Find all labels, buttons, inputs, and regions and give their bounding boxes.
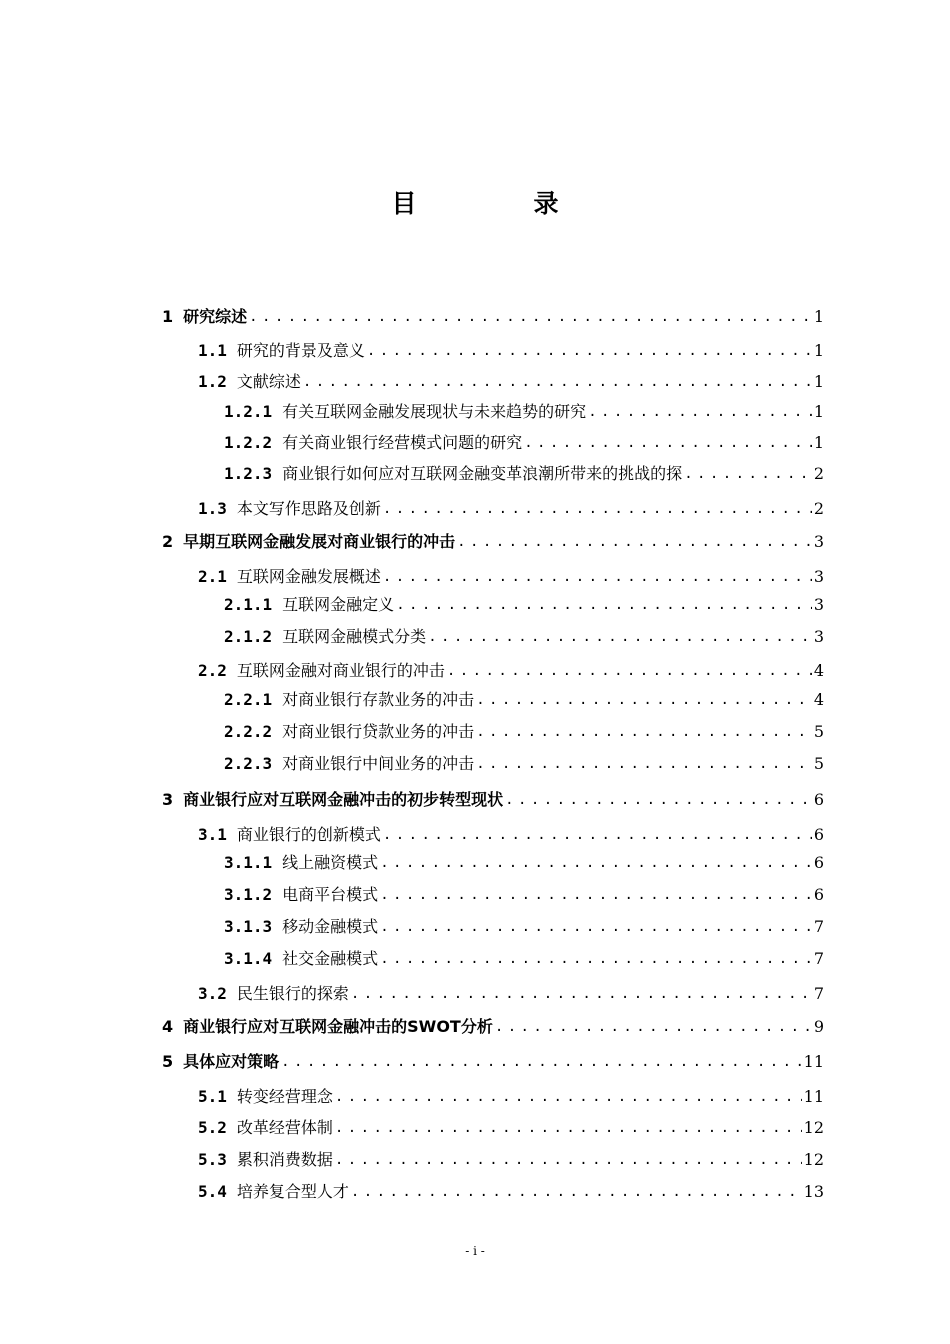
- toc-dot-leader: [495, 1016, 812, 1038]
- toc-dot-leader: [367, 340, 812, 362]
- toc-entry-number: 5.2: [198, 1118, 227, 1137]
- toc-dot-leader: [505, 789, 812, 811]
- toc-dot-leader: [428, 626, 812, 648]
- toc-entry[interactable]: [198, 1149, 824, 1171]
- toc-entry-title: 互联网金融定义: [282, 595, 395, 614]
- toc-entry-number: 1.2.1: [224, 402, 273, 421]
- toc-entry-number: 2.2.1: [224, 690, 273, 709]
- toc-entry-title: 商业银行的创新模式: [236, 825, 381, 844]
- toc-entry-number: 5: [162, 1052, 174, 1071]
- toc-entry-number: 1.1: [198, 341, 227, 360]
- toc-dot-leader: [476, 721, 812, 743]
- toc-entry-page: 3: [813, 627, 824, 646]
- toc-entry-number: 2.1: [198, 567, 227, 586]
- toc-entry-number: 1.2.3: [224, 464, 273, 483]
- toc-entry-title: 民生银行的探索: [236, 984, 349, 1003]
- toc-entry-page: 9: [813, 1017, 824, 1036]
- toc-entry-title: 对商业银行中间业务的冲击: [282, 754, 475, 773]
- toc-entry-page: 7: [813, 949, 824, 968]
- toc-entry-number: 3: [162, 790, 174, 809]
- toc-dot-leader: [447, 660, 812, 682]
- toc-entry-page: 11: [803, 1087, 824, 1106]
- toc-entry-title: 社交金融模式: [282, 949, 379, 968]
- toc-title: 目 录: [391, 189, 605, 218]
- toc-dot-leader: [476, 689, 812, 711]
- toc-entry-number: 1: [162, 307, 174, 326]
- toc-entry-page: 1: [813, 433, 824, 452]
- toc-entry-number: 2.1.2: [224, 627, 273, 646]
- toc-entry[interactable]: [198, 660, 824, 682]
- toc-entry-title: 商业银行应对互联网金融冲击的SWOT分析: [183, 1017, 493, 1036]
- toc-entry-number: 3.1.4: [224, 949, 273, 968]
- toc-entry-number: 3.1.2: [224, 885, 273, 904]
- toc-entry-page: 7: [813, 917, 824, 936]
- toc-entry[interactable]: [224, 852, 824, 874]
- toc-dot-leader: [476, 753, 812, 775]
- toc-dot-leader: [383, 498, 812, 520]
- toc-entry-page: 5: [813, 754, 824, 773]
- toc-dot-leader: [684, 463, 812, 485]
- toc-dot-leader: [383, 824, 812, 846]
- toc-entry-number: 5.1: [198, 1087, 227, 1106]
- toc-entry-title: 互联网金融对商业银行的冲击: [236, 661, 445, 680]
- page-number-footer: - i -: [465, 1244, 485, 1258]
- toc-entry-number: 3.1: [198, 825, 227, 844]
- toc-entry-page: 6: [813, 853, 824, 872]
- toc-dot-leader: [380, 852, 812, 874]
- toc-entry-page: 7: [813, 984, 824, 1003]
- toc-entry-number: 5.4: [198, 1182, 227, 1201]
- toc-entry[interactable]: [224, 432, 824, 454]
- toc-entry-title: 商业银行应对互联网金融冲击的初步转型现状: [183, 790, 504, 809]
- toc-entry[interactable]: [224, 721, 824, 743]
- toc-entry-title: 对商业银行贷款业务的冲击: [282, 722, 475, 741]
- toc-entry-page: 2: [813, 499, 824, 518]
- toc-dot-leader: [281, 1051, 801, 1073]
- toc-entry-title: 互联网金融模式分类: [282, 627, 427, 646]
- toc-dot-leader: [351, 1181, 802, 1203]
- toc-entry[interactable]: [224, 401, 824, 423]
- toc-entry-page: 13: [803, 1182, 824, 1201]
- toc-entry[interactable]: [198, 340, 824, 362]
- toc-entry[interactable]: [224, 463, 824, 485]
- toc-entry-page: 1: [813, 341, 824, 360]
- toc-dot-leader: [380, 916, 812, 938]
- toc-entry[interactable]: [224, 948, 824, 970]
- toc-entry-title: 有关商业银行经营模式问题的研究: [282, 433, 523, 452]
- toc-entry-number: 5.3: [198, 1150, 227, 1169]
- toc-entry-title: 研究的背景及意义: [236, 341, 365, 360]
- toc-dot-leader: [303, 371, 812, 393]
- toc-entry[interactable]: [198, 1181, 824, 1203]
- toc-entry-title: 文献综述: [236, 372, 301, 391]
- toc-entry-page: 1: [813, 307, 824, 326]
- toc-entry-title: 对商业银行存款业务的冲击: [282, 690, 475, 709]
- toc-entry[interactable]: [162, 306, 824, 328]
- toc-entry-page: 5: [813, 722, 824, 741]
- toc-dot-leader: [383, 566, 812, 588]
- toc-entry-title: 研究综述: [183, 307, 248, 326]
- toc-entry-title: 早期互联网金融发展对商业银行的冲击: [183, 532, 456, 551]
- toc-entry-number: 1.2: [198, 372, 227, 391]
- toc-entry-number: 4: [162, 1017, 174, 1036]
- toc-entry-title: 有关互联网金融发展现状与未来趋势的研究: [282, 402, 587, 421]
- toc-entry[interactable]: [224, 884, 824, 906]
- toc-entry[interactable]: [224, 753, 824, 775]
- toc-entry[interactable]: [162, 789, 824, 811]
- toc-entry-page: 12: [803, 1118, 824, 1137]
- toc-entry-page: 6: [813, 885, 824, 904]
- toc-dot-leader: [335, 1149, 802, 1171]
- toc-entry-title: 商业银行如何应对互联网金融变革浪潮所带来的挑战的探: [282, 464, 683, 483]
- toc-entry-title: 改革经营体制: [236, 1118, 333, 1137]
- toc-dot-leader: [335, 1086, 802, 1108]
- toc-dot-leader: [249, 306, 812, 328]
- toc-entry-number: 2.2.2: [224, 722, 273, 741]
- toc-entry[interactable]: [224, 916, 824, 938]
- toc-entry-page: 1: [813, 372, 824, 391]
- toc-entry-number: 2.2: [198, 661, 227, 680]
- toc-dot-leader: [351, 983, 812, 1005]
- toc-dot-leader: [380, 948, 812, 970]
- toc-dot-leader: [396, 594, 812, 616]
- toc-entry-page: 1: [813, 402, 824, 421]
- toc-entry-page: 11: [803, 1052, 824, 1071]
- toc-entry-page: 3: [813, 567, 824, 586]
- toc-entry-number: 1.2.2: [224, 433, 273, 452]
- toc-entry-page: 4: [813, 661, 824, 680]
- toc-entry[interactable]: [198, 983, 824, 1005]
- toc-entry-number: 3.1.3: [224, 917, 273, 936]
- toc-dot-leader: [380, 884, 812, 906]
- toc-entry-number: 2: [162, 532, 174, 551]
- toc-entry[interactable]: [162, 1016, 824, 1038]
- toc-entry-number: 3.1.1: [224, 853, 273, 872]
- toc-entry-title: 互联网金融发展概述: [236, 567, 381, 586]
- toc-entry[interactable]: [162, 531, 824, 553]
- toc-entry-number: 2.1.1: [224, 595, 273, 614]
- toc-entry-title: 线上融资模式: [282, 853, 379, 872]
- toc-entry-title: 本文写作思路及创新: [236, 499, 381, 518]
- toc-entry-page: 12: [803, 1150, 824, 1169]
- toc-dot-leader: [457, 531, 812, 553]
- toc-entry-page: 6: [813, 825, 824, 844]
- toc-entry[interactable]: [198, 498, 824, 520]
- toc-entry[interactable]: [198, 824, 824, 846]
- toc-entry-number: 3.2: [198, 984, 227, 1003]
- toc-entry-page: 4: [813, 690, 824, 709]
- toc-entry-page: 6: [813, 790, 824, 809]
- toc-entry-title: 累积消费数据: [236, 1150, 333, 1169]
- toc-entry-number: 2.2.3: [224, 754, 273, 773]
- toc-dot-leader: [335, 1117, 802, 1139]
- toc-entry-number: 1.3: [198, 499, 227, 518]
- toc-entry[interactable]: [198, 1117, 824, 1139]
- toc-dot-leader: [524, 432, 812, 454]
- toc-entry-title: 电商平台模式: [282, 885, 379, 904]
- toc-entry[interactable]: [198, 566, 824, 588]
- toc-entry-title: 培养复合型人才: [236, 1182, 349, 1201]
- toc-entry-title: 具体应对策略: [183, 1052, 280, 1071]
- toc-entry-title: 转变经营理念: [236, 1087, 333, 1106]
- toc-entry[interactable]: [224, 689, 824, 711]
- toc-entry-page: 3: [813, 595, 824, 614]
- toc-entry[interactable]: [198, 371, 824, 393]
- toc-dot-leader: [588, 401, 812, 423]
- toc-entry-page: 2: [813, 464, 824, 483]
- toc-entry-page: 3: [813, 532, 824, 551]
- toc-entry[interactable]: [162, 1051, 824, 1073]
- toc-entry[interactable]: [224, 626, 824, 648]
- toc-entry-title: 移动金融模式: [282, 917, 379, 936]
- toc-entry[interactable]: [198, 1086, 824, 1108]
- toc-entry[interactable]: [224, 594, 824, 616]
